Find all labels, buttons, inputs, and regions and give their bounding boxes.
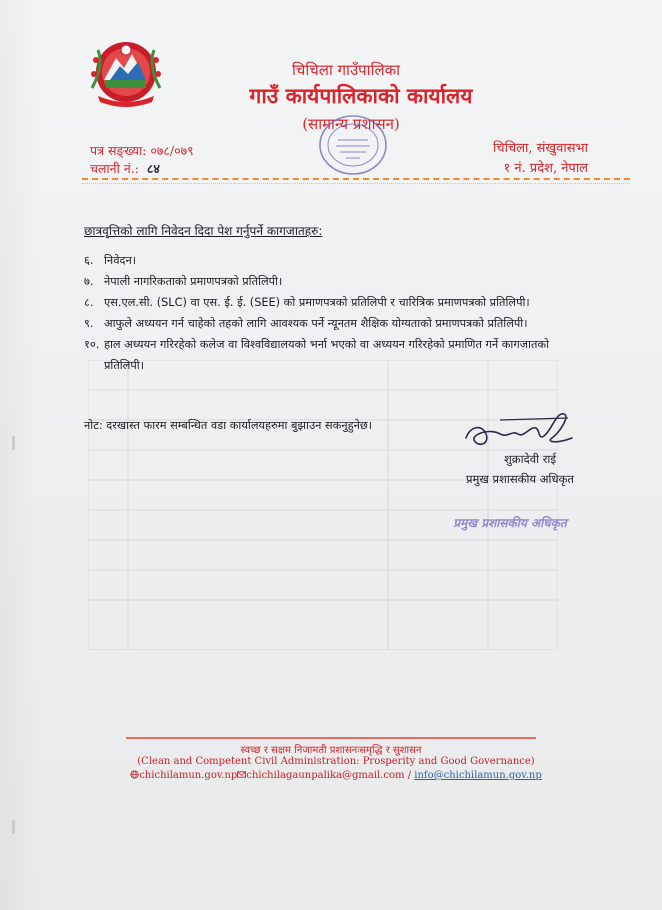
list-item — [84, 271, 554, 292]
list-item-number: ८. — [84, 296, 94, 309]
address-line-1: चिचिला, संखुवासभा — [492, 141, 588, 156]
header-divider-dots — [82, 183, 630, 184]
required-documents-list — [84, 250, 554, 376]
list-item-number: ९. — [84, 317, 94, 330]
header-divider — [82, 178, 630, 180]
dispatch-number-label: चलानी नं.: — [90, 161, 139, 176]
globe-icon — [130, 770, 139, 779]
dispatch-number-value: ८४ — [146, 161, 160, 176]
website-link[interactable]: chichilamun.gov.np — [139, 770, 238, 781]
subject-heading: छात्रवृत्तिको लागि निवेदन दिदा पेश गर्नुपर्ने कागजातहरु: — [84, 224, 323, 238]
list-item-number: १०. — [84, 338, 100, 351]
list-item-number: ७. — [84, 275, 94, 288]
letter-number-value: ०७८/०७९ — [150, 143, 194, 158]
email-link[interactable]: chichilagaunpalika@gmail.com — [246, 770, 405, 781]
list-item — [84, 250, 554, 271]
punch-mark — [12, 436, 15, 450]
list-item — [84, 313, 554, 334]
municipality-name: चिचिला गाउँपालिका — [291, 61, 401, 79]
list-item-number: ६. — [84, 254, 94, 267]
list-item — [84, 292, 554, 313]
list-item — [84, 334, 554, 376]
address-line-2: १ नं. प्रदेश, नेपाल — [503, 161, 588, 176]
footer-slogan-nepali: स्वच्छ र सक्षम निजामती प्रशासनःसमृद्धि र सुशासन — [240, 745, 422, 756]
punch-mark — [12, 820, 15, 834]
office-seal-stamp — [316, 112, 390, 178]
handwritten-signature — [460, 404, 580, 452]
letter-reference — [90, 142, 194, 178]
department-name: (सामान्य प्रशासन) — [302, 115, 400, 133]
contact-separator: / — [404, 770, 415, 781]
footer-contacts — [0, 770, 662, 781]
footer-divider — [126, 737, 536, 739]
list-item-text: निवेदन। — [104, 254, 137, 267]
office-address — [493, 139, 588, 179]
submission-note: नोट: दरखास्त फारम सम्बन्धित वडा कार्यालयहरुमा बुझाउन सकनुहुनेछ। — [84, 419, 373, 432]
letter-number-label: पत्र सङ्ख्या: — [90, 143, 147, 158]
designation-stamp: प्रमुख प्रशासकीय अधिकृत — [453, 516, 567, 530]
footer-slogan-english: (Clean and Competent Civil Administration: Prosperity and Good Governance) — [137, 756, 535, 767]
list-item-text: एस.एल.सी. (SLC) वा एस. ई. ई. (SEE) को प्रमाणपत्रको प्रतिलिपी र चारित्रिक प्रमाणपत्रको प्रतिलिपी। — [104, 296, 530, 309]
office-name: गाउँ कार्यपालिकाको कार्यालय — [249, 83, 473, 108]
list-item-text: हाल अध्ययन गरिरहेको कलेज वा विश्वविद्यालयको भर्ना भएको वा अध्ययन गरिरहेको प्रमाणित गर्ने कागजातको प्रतिलिपी। — [104, 338, 550, 372]
signatory-name: शुक्रादेवी राई — [503, 452, 557, 466]
list-item-text: नेपाली नागरिकताको प्रमाणपत्रको प्रतिलिपी। — [104, 275, 283, 288]
info-email-link[interactable]: info@chichilamun.gov.np — [414, 770, 542, 781]
signatory-title: प्रमुख प्रशासकीय अधिकृत — [466, 472, 574, 486]
list-item-text: आफुले अध्ययन गर्न चाहेको तहको लागि आवश्यक पर्ने न्यूनतम शैक्षिक योग्यताको प्रमाणपत्रको प्रतिलिपी। — [104, 317, 528, 330]
envelope-icon — [237, 770, 246, 779]
